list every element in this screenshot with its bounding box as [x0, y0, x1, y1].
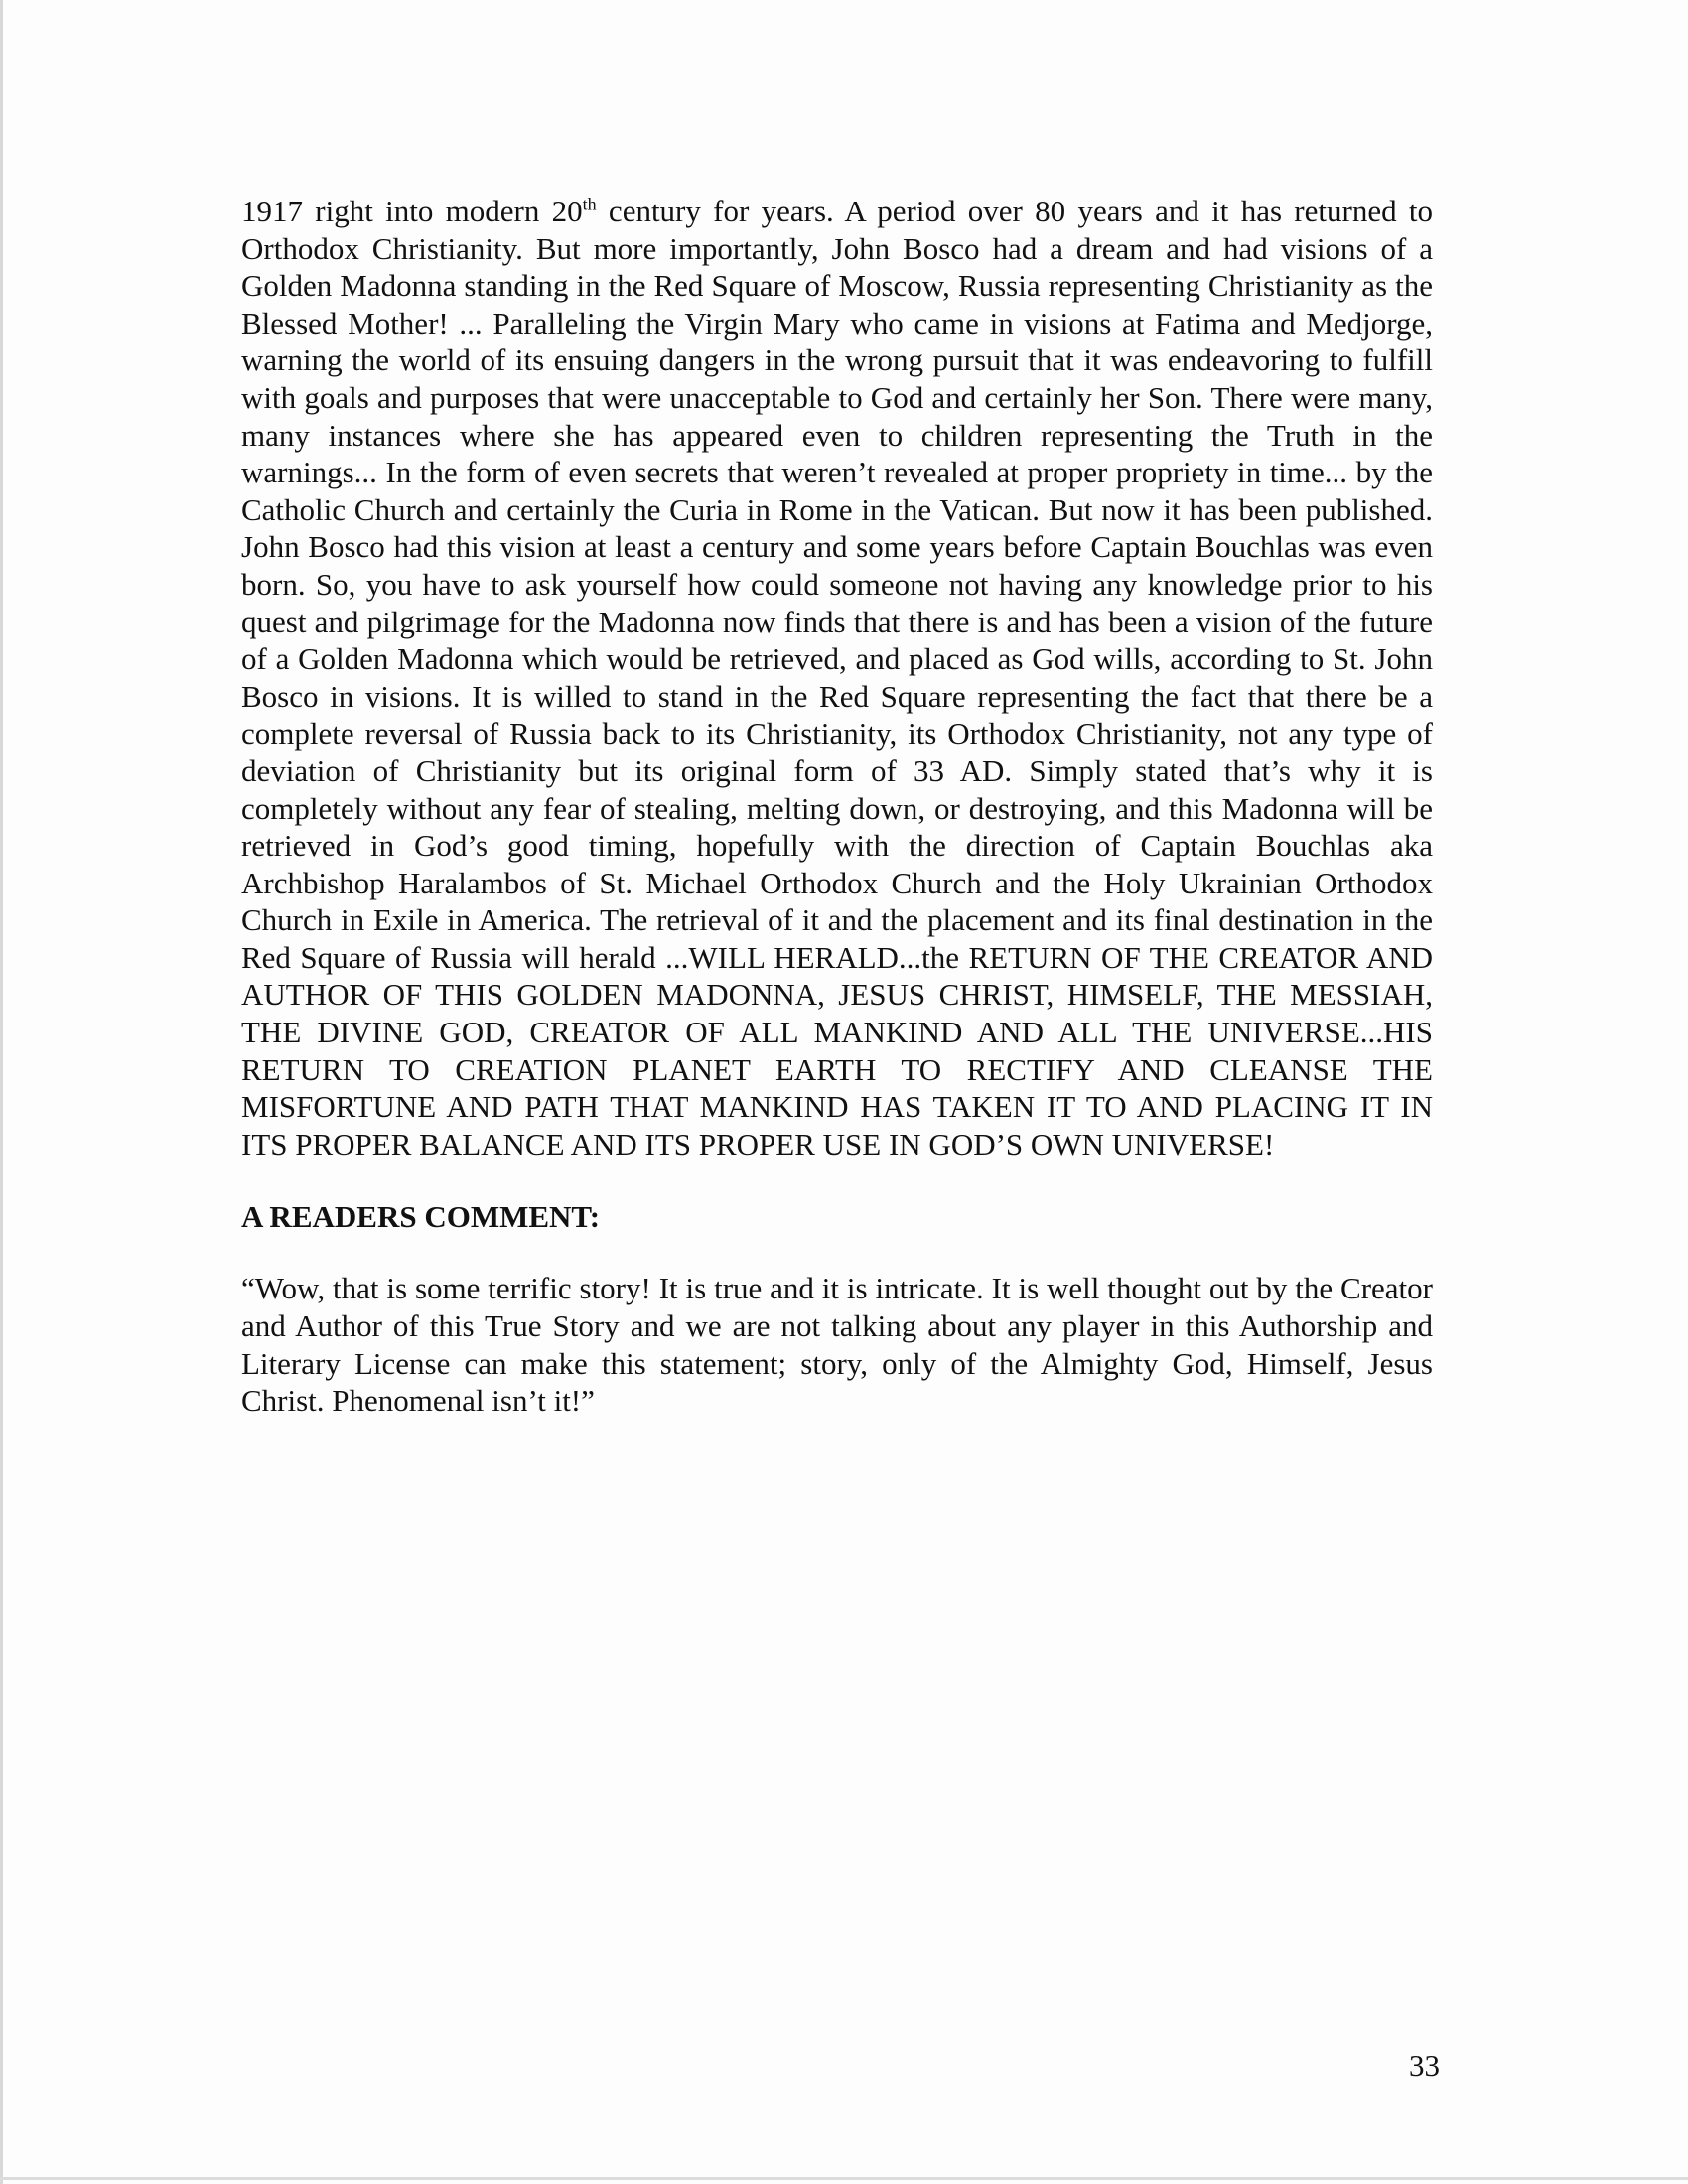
- body-text-start: 1917 right into modern 20: [241, 194, 583, 228]
- body-text-rest: century for years. A period over 80 years and it has returned to Orthodox Christianity. But more importantly, John Bosco had a dream and had visions of a Golden Madonna standing in the Red Square of Moscow, Russia representing Christianity as the Blessed Mother! ... Paralleling the Virgin Mary who came in visions at Fatima and Medjorge, warning the world of its ensuing dangers in the wrong pursuit that it was endeavoring to fulfill with goals and purposes that were unacceptable to God and certainly her Son. There were many, many instances where she has appeared even to children representing the Truth in the warnings... In the form of even secrets that weren’t revealed at proper propriety in time... by the Catholic Church and certainly the Curia in Rome in the Vatican. But now it has been published. John Bosco had this vision at least a century and some years before Captain Bouchlas was even born. So, you have to ask yourself how could someone not having any knowledge prior to his quest and pilgrimage for the Madonna now finds that there is and has been a vision of the future of a Golden Madonna which would be retrieved, and placed as God wills, according to St. John Bosco in visions. It is willed to stand in the Red Square representing the fact that there be a complete reversal of Russia back to its Christianity, its Orthodox Christianity, not any type of deviation of Christianity but its original form of 33 AD. Simply stated that’s why it is completely without any fear of stealing, melting down, or destroying, and this Madonna will be retrieved in God’s good timing, hopefully with the direction of Captain Bouchlas aka Archbishop Haralambos of St. Michael Orthodox Church and the Holy Ukrainian Orthodox Church in Exile in America. The retrieval of it and the placement and its final destination in the Red Square of Russia will herald ...WILL HERALD...the RETURN OF THE CREATOR AND AUTHOR OF THIS GOLDEN MADONNA, JESUS CHRIST, HIMSELF, THE MESSIAH, THE DIVINE GOD, CREATOR OF ALL MANKIND AND ALL THE UNIVERSE...HIS RETURN TO CREATION PLANET EARTH TO RECTIFY AND CLEANSE THE MISFORTUNE AND PATH THAT MANKIND HAS TAKEN IT TO AND PLACING IT IN ITS PROPER BALANCE AND ITS PROPER USE IN GOD’S OWN UNIVERSE!: [241, 194, 1433, 1161]
- page-content: [241, 193, 1433, 1420]
- ordinal-superscript: th: [582, 194, 597, 214]
- scan-left-edge: [0, 0, 3, 2184]
- scan-bottom-edge: [0, 2177, 1688, 2180]
- body-paragraph: [241, 193, 1433, 1162]
- reader-comment-text: “Wow, that is some terrific story! It is true and it is intricate. It is well thought out by the Creator and Author of this True Story and we are not talking about any player in this Authorship and Literary License can make this statement; story, only of the Almighty God, Himself, Jesus Christ. Phenomenal isn’t it!”: [241, 1271, 1433, 1419]
- page-number: 33: [1409, 2048, 1440, 2083]
- comment-heading: A READERS COMMENT:: [241, 1199, 601, 1235]
